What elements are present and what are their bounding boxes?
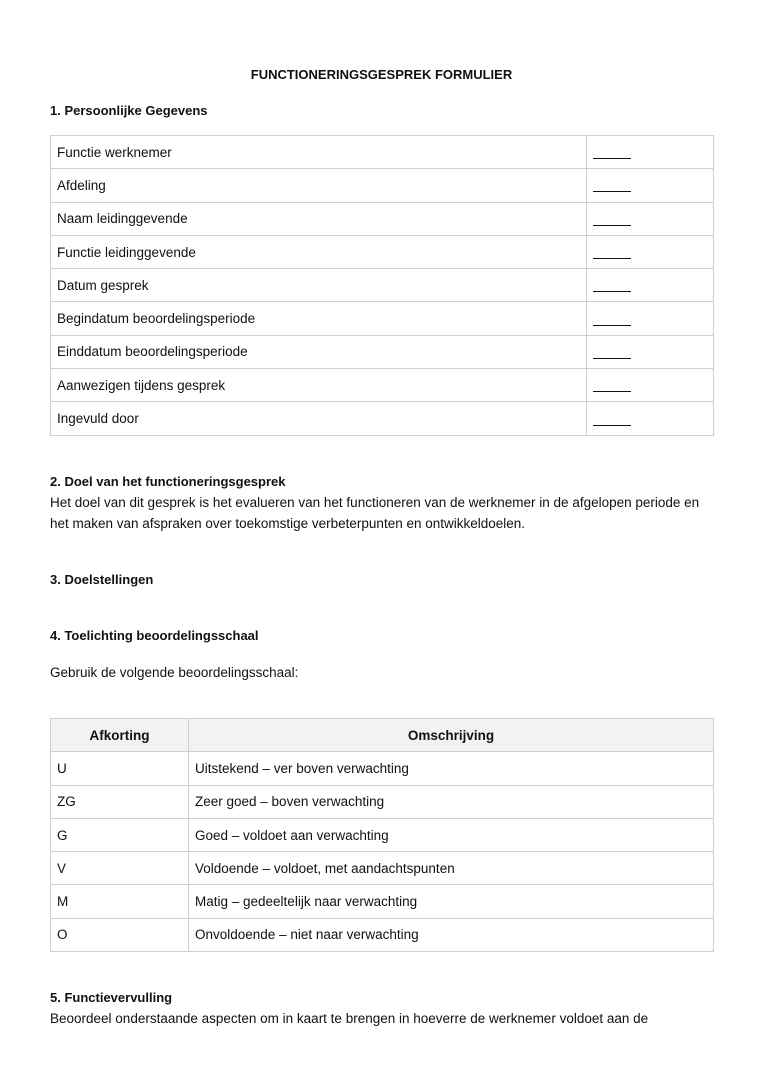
table-row bbox=[51, 852, 714, 885]
table-row bbox=[51, 335, 714, 368]
scale-description: Onvoldoende – niet naar verwachting bbox=[189, 918, 714, 951]
table-row bbox=[51, 752, 714, 785]
field-value-blank[interactable] bbox=[587, 202, 714, 235]
section-2-heading: 2. Doel van het functioneringsgesprek bbox=[50, 474, 286, 489]
section-1-heading: 1. Persoonlijke Gegevens bbox=[50, 103, 208, 118]
scale-code: U bbox=[51, 752, 189, 785]
field-value-blank[interactable] bbox=[587, 136, 714, 169]
scale-description: Matig – gedeeltelijk naar verwachting bbox=[189, 885, 714, 918]
table-row bbox=[51, 918, 714, 951]
field-value-blank[interactable] bbox=[587, 335, 714, 368]
table-row bbox=[51, 202, 714, 235]
table-row bbox=[51, 235, 714, 268]
scale-description: Goed – voldoet aan verwachting bbox=[189, 818, 714, 851]
field-value-blank[interactable] bbox=[587, 369, 714, 402]
section-2-text: Het doel van dit gesprek is het evalueren van het functioneren van de werknemer in de afgelopen periode en het maken van afspraken over toekomstige verbeterpunten en ontwikkeldoelen. bbox=[50, 495, 700, 531]
section-5-heading: 5. Functievervulling bbox=[50, 990, 173, 1005]
scale-description: Voldoende – voldoet, met aandachtspunten bbox=[189, 852, 714, 885]
field-value-blank[interactable] bbox=[587, 235, 714, 268]
table-row bbox=[51, 269, 714, 302]
scale-description: Uitstekend – ver boven verwachting bbox=[189, 752, 714, 785]
section-5-text: Beoordeel onderstaande aspecten om in kaart te brengen in hoeverre de werknemer voldoet aan de bbox=[50, 1011, 649, 1026]
table-row bbox=[51, 169, 714, 202]
section-4-intro: Gebruik de volgende beoordelingsschaal: bbox=[50, 665, 299, 680]
field-label: Aanwezigen tijdens gesprek bbox=[51, 369, 587, 402]
section-3-heading: 3. Doelstellingen bbox=[50, 572, 154, 587]
scale-code: G bbox=[51, 818, 189, 851]
scale-code: O bbox=[51, 918, 189, 951]
field-label: Einddatum beoordelingsperiode bbox=[51, 335, 587, 368]
field-label: Datum gesprek bbox=[51, 269, 587, 302]
table-row bbox=[51, 402, 714, 435]
field-label: Afdeling bbox=[51, 169, 587, 202]
column-header-description: Omschrijving bbox=[189, 719, 714, 752]
scale-description: Zeer goed – boven verwachting bbox=[189, 785, 714, 818]
field-value-blank[interactable] bbox=[587, 269, 714, 302]
table-row bbox=[51, 136, 714, 169]
table-row bbox=[51, 885, 714, 918]
table-row bbox=[51, 818, 714, 851]
field-label: Ingevuld door bbox=[51, 402, 587, 435]
field-value-blank[interactable] bbox=[587, 302, 714, 335]
table-row bbox=[51, 302, 714, 335]
personal-details-table bbox=[50, 135, 714, 436]
table-row bbox=[51, 785, 714, 818]
field-label: Begindatum beoordelingsperiode bbox=[51, 302, 587, 335]
field-label: Functie werknemer bbox=[51, 136, 587, 169]
table-header-row bbox=[51, 719, 714, 752]
table-row bbox=[51, 369, 714, 402]
field-value-blank[interactable] bbox=[587, 402, 714, 435]
field-label: Functie leidinggevende bbox=[51, 235, 587, 268]
section-4-heading: 4. Toelichting beoordelingsschaal bbox=[50, 628, 259, 643]
scale-code: V bbox=[51, 852, 189, 885]
document-title: FUNCTIONERINGSGESPREK FORMULIER bbox=[250, 67, 513, 82]
scale-code: ZG bbox=[51, 785, 189, 818]
scale-code: M bbox=[51, 885, 189, 918]
rating-scale-table bbox=[50, 718, 714, 952]
column-header-abbreviation: Afkorting bbox=[51, 719, 189, 752]
field-label: Naam leidinggevende bbox=[51, 202, 587, 235]
field-value-blank[interactable] bbox=[587, 169, 714, 202]
